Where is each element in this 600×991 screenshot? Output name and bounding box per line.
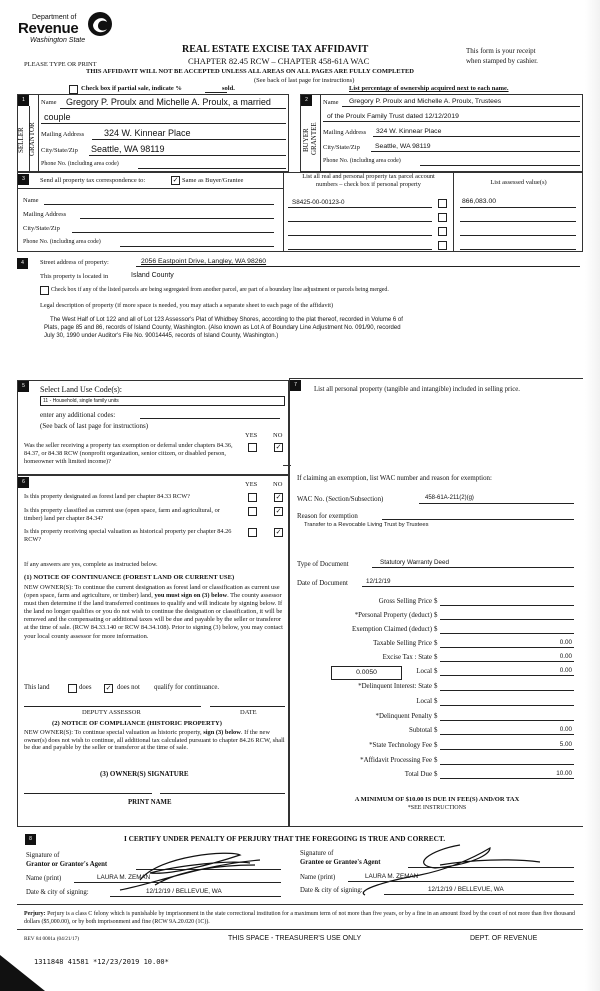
personal-property-checkbox[interactable] xyxy=(438,227,447,236)
exemption-yes-checkbox[interactable] xyxy=(248,443,257,452)
print-name-label: PRINT NAME xyxy=(128,799,172,806)
parcels-header: List all real and personal property tax parcel account numbers – check box if personal property xyxy=(302,173,435,188)
seller-mailing-field[interactable]: 324 W. Kinnear Place xyxy=(104,128,191,138)
land-use-label: Select Land Use Code(s): xyxy=(40,385,122,394)
logo-top-text: Department of xyxy=(32,14,77,21)
buyer-city-field[interactable]: Seattle, WA 98119 xyxy=(375,143,431,150)
notice-continuance-title: (1) NOTICE OF CONTINUANCE (FOREST LAND OR CURRENT USE) xyxy=(24,574,235,581)
corr-city-label: City/State/Zip xyxy=(23,225,60,232)
fee-field[interactable] xyxy=(440,661,574,662)
fee-value: 0.00 xyxy=(559,726,572,733)
notice-compliance-title: (2) NOTICE OF COMPLIANCE (HISTORIC PROPERTY) xyxy=(52,720,222,727)
deputy-date-field[interactable] xyxy=(210,706,285,707)
this-land-label: This land xyxy=(24,684,50,691)
question-yes-checkbox[interactable] xyxy=(248,507,257,516)
fee-label: Subtotal xyxy=(409,727,432,734)
does-label: does xyxy=(79,684,92,691)
seller-phone-field[interactable] xyxy=(138,168,286,169)
currency-symbol: $ xyxy=(434,698,438,705)
currency-symbol: $ xyxy=(434,713,438,720)
grantor-sig-label-2: Grantor or Grantor's Agent xyxy=(26,861,108,868)
does-not-checkbox[interactable]: ✓ xyxy=(105,684,112,692)
fee-label: Local xyxy=(416,698,432,705)
section-6-question: Is this property classified as current use (open space, farm and agricultural, or timber) land per chapter 84.34? xyxy=(24,507,220,522)
personal-property-checkbox[interactable] xyxy=(438,199,447,208)
fee-label: Total Due xyxy=(404,771,432,778)
fee-label: *Affidavit Processing Fee xyxy=(360,757,432,764)
reason-label: Reason for exemption xyxy=(297,513,358,520)
treasurer-stamp: 1311848 41581 *12/23/2019 10.00* xyxy=(34,958,169,966)
fee-label: *Personal Property (deduct) xyxy=(354,612,432,619)
ownership-note: List percentage of ownership acquired next to each name. xyxy=(349,85,509,92)
currency-symbol: $ xyxy=(434,727,438,734)
seller-city-field[interactable]: Seattle, WA 98119 xyxy=(91,144,165,154)
fee-field[interactable] xyxy=(440,619,574,620)
question-no-checkbox[interactable]: ✓ xyxy=(275,507,282,515)
partial-sale-checkbox[interactable] xyxy=(69,85,78,94)
corr-city-field[interactable] xyxy=(72,232,274,233)
same-as-buyer-checkbox[interactable]: ✓ xyxy=(172,176,179,184)
question-yes-checkbox[interactable] xyxy=(248,493,257,502)
logo-main-text: Revenue xyxy=(18,20,79,37)
corr-mailing-field[interactable] xyxy=(80,218,274,219)
segregated-label: Check box if any of the listed parcels are being segregated from another parcel, are part of a boundary line adjustment or parcels being merged. xyxy=(51,287,389,293)
grantee-name-field[interactable]: LAURA M. ZEMAN xyxy=(365,873,419,880)
doc-date-field[interactable]: 12/12/19 xyxy=(366,578,391,585)
qualify-label: qualify for continuance. xyxy=(154,684,220,691)
assessed-value-field[interactable] xyxy=(460,207,576,208)
fee-field[interactable] xyxy=(440,647,574,648)
form-title: REAL ESTATE EXCISE TAX AFFIDAVIT xyxy=(182,44,369,55)
section-6-badge: 6 xyxy=(18,477,29,488)
segregated-checkbox[interactable] xyxy=(40,286,49,295)
legal-description[interactable]: The West Half of Lot 122 and all of Lot 123 Assessor's Plat of Whidbey Shores, according to the plat thereof, recorded in Volume 6 of Plats, page 85 and 86, records of Island County, Washington. (Also known as Lot A of Boundary Line Adjustment No. 091/90, recorded July 30, 1990 under Auditor's File No. 90014445, records of Island County, Washington.) xyxy=(44,317,403,339)
buyer-city-label: City/State/Zip xyxy=(323,144,360,151)
section-8-badge: 8 xyxy=(25,834,36,845)
grantee-side-label: GRANTEE xyxy=(310,122,318,156)
buyer-mailing-label: Mailing Address xyxy=(323,129,367,136)
additional-codes-field[interactable] xyxy=(140,418,280,419)
fee-label: Excise Tax : State xyxy=(382,654,432,661)
buyer-name-field[interactable]: Gregory P. Proulx and Michelle A. Proulx, Trustees xyxy=(349,98,502,105)
seller-city-label: City/State/Zip xyxy=(41,147,78,154)
form-chapter: CHAPTER 82.45 RCW – CHAPTER 458-61A WAC xyxy=(188,56,370,66)
fee-value: 0.00 xyxy=(559,639,572,646)
seller-phone-label: Phone No. (including area code) xyxy=(41,161,119,167)
land-use-select[interactable]: 11 - Household, single family units xyxy=(40,396,285,406)
buyer-mailing-field[interactable]: 324 W. Kinnear Place xyxy=(376,128,442,135)
reason-field[interactable]: Transfer to a Revocable Living Trust by Trustees xyxy=(304,522,429,528)
assessed-value: 866,083.00 xyxy=(462,198,497,205)
fee-value: 0.00 xyxy=(559,667,572,674)
parcel-number: S8425-00-00123-0 xyxy=(292,199,345,206)
assessed-value-field[interactable] xyxy=(460,221,576,222)
parcel-number-field[interactable] xyxy=(288,207,432,208)
grantor-sig-label-1: Signature of xyxy=(26,852,60,859)
exemption-no-checkbox[interactable]: ✓ xyxy=(275,443,282,451)
corr-phone-label: Phone No. (including area code) xyxy=(23,239,101,245)
additional-codes-label: enter any additional codes: xyxy=(40,411,116,419)
wac-field[interactable]: 458-61A-211(2)(g) xyxy=(425,495,474,501)
personal-property-label: List all personal property (tangible and intangible) included in selling price. xyxy=(314,386,520,393)
grantor-name-field[interactable]: LAURA M. ZEMAN xyxy=(97,874,151,881)
notice-continuance-body: NEW OWNER(S): To continue the current designation as forest land or classification as current use (open space, farm and agriculture, or timber) land, you must sign on (3) below. The county assessor must then determine if the land transferred continues to qualify and will indicate by signing below. If the land no longer qualifies or you do not wish to continue the designation or classification, it will be removed and the compensating or additional taxes will be due and payable by the seller or transferor at the time of sale. (RCW 84.33.140 or RCW 84.34.108). Prior to signing (3) below, you may contact your local county assessor for more information. xyxy=(24,584,283,640)
dor-logo xyxy=(18,10,118,50)
corr-mailing-label: Mailing Address xyxy=(23,211,67,218)
logo-sub-text: Washington State xyxy=(30,37,86,44)
fee-field[interactable] xyxy=(440,690,574,691)
corr-name-field[interactable] xyxy=(44,204,274,205)
fee-label: *State Technology Fee xyxy=(369,742,432,749)
rev-number: REV 84 0001a (04/21/17) xyxy=(24,936,80,942)
deputy-assessor-label: DEPUTY ASSESSOR xyxy=(82,709,141,716)
scan-shadow xyxy=(0,955,45,991)
buyer-phone-field[interactable] xyxy=(420,165,580,166)
corr-phone-field[interactable] xyxy=(120,246,274,247)
fee-field[interactable] xyxy=(440,778,574,779)
yes-header-6: YES xyxy=(245,481,258,488)
no-header-6: NO xyxy=(273,481,283,488)
grantor-date-field[interactable]: 12/12/19 / BELLEVUE, WA xyxy=(146,888,222,895)
treasurer-note: THIS SPACE - TREASURER'S USE ONLY xyxy=(228,935,362,942)
parcel-number-field[interactable] xyxy=(288,221,432,222)
grantor-date-label: Date & city of signing: xyxy=(26,889,89,896)
receipt-line2: when stamped by cashier. xyxy=(466,57,538,65)
dept-revenue-footer: DEPT. OF REVENUE xyxy=(470,935,538,942)
fee-label: *Delinquent Penalty xyxy=(375,713,432,720)
yes-header-5: YES xyxy=(245,432,258,439)
fee-value: 5.00 xyxy=(559,741,572,748)
see-instructions-note: *SEE INSTRUCTIONS xyxy=(407,805,467,811)
deputy-date-label: DATE xyxy=(240,709,257,716)
assessed-value-field[interactable] xyxy=(460,249,576,250)
fee-field[interactable] xyxy=(440,675,574,676)
see-back-text: (See back of last page for instructions) xyxy=(254,77,355,84)
currency-symbol: $ xyxy=(434,757,438,764)
correspondence-label: Send all property tax correspondence to: xyxy=(40,177,146,184)
currency-symbol: $ xyxy=(434,612,438,619)
fee-field[interactable] xyxy=(440,764,574,765)
parcel-number-field[interactable] xyxy=(288,249,432,250)
county-field[interactable]: Island County xyxy=(131,272,174,279)
seller-mailing-label: Mailing Address xyxy=(41,131,85,138)
currency-symbol: $ xyxy=(434,640,438,647)
personal-property-field[interactable] xyxy=(300,412,570,462)
seller-side-label: SELLER xyxy=(17,127,25,153)
currency-symbol: $ xyxy=(434,771,438,778)
perjury-notice: Perjury: Perjury is a class C felony which is punishable by imprisonment in the state correctional institution for a maximum term of not more than five years, or by a fine in an amount fixed by the court of not more than five thousand dollars ($5,000.00), or by both imprisonment and fine (RCW 9A.20.020 (1C)). xyxy=(24,911,575,925)
doc-type-label: Type of Document xyxy=(297,561,349,568)
doc-date-label: Date of Document xyxy=(297,580,348,587)
buyer-phone-label: Phone No. (including area code) xyxy=(323,158,401,164)
local-rate-box[interactable]: 0.0050 xyxy=(331,666,402,680)
currency-symbol: $ xyxy=(434,668,438,675)
fee-field[interactable] xyxy=(440,749,574,750)
same-as-buyer-label: Same as Buyer/Grantee xyxy=(182,177,244,184)
owner-signature-label: (3) OWNER(S) SIGNATURE xyxy=(100,770,189,778)
owner-print-name-field[interactable] xyxy=(160,793,285,794)
fee-value: 0.00 xyxy=(559,653,572,660)
land-use-see-back: (See back of last page for instructions) xyxy=(40,422,149,430)
section-6-question: Is this property receiving special valuation as historical property per chapter 84.26 RCW? xyxy=(24,528,232,543)
currency-symbol: $ xyxy=(434,654,438,661)
section-4-badge: 4 xyxy=(17,258,28,269)
currency-symbol: $ xyxy=(434,598,438,605)
seller-name-label: Name xyxy=(41,99,57,106)
grantee-sig-label-1: Signature of xyxy=(300,850,334,857)
personal-property-checkbox[interactable] xyxy=(438,241,447,250)
warning-text: THIS AFFIDAVIT WILL NOT BE ACCEPTED UNLESS ALL AREAS ON ALL PAGES ARE FULLY COMPLETED xyxy=(86,68,414,75)
section-3-badge: 3 xyxy=(18,174,29,185)
question-no-checkbox[interactable]: ✓ xyxy=(275,493,282,501)
fee-field[interactable] xyxy=(440,705,574,706)
seller-name-field[interactable]: Gregory P. Proulx and Michelle A. Proulx, a married xyxy=(66,97,271,107)
buyer-side-label: BUYER xyxy=(302,128,310,152)
owner-signature-field[interactable] xyxy=(24,793,152,794)
if-yes-note: If any answers are yes, complete as instructed below. xyxy=(24,561,158,568)
seller-name-field-2[interactable]: couple xyxy=(44,112,71,122)
section-6-question: Is this property designated as forest land per chapter 84.33 RCW? xyxy=(24,493,190,500)
section-2-badge: 2 xyxy=(301,95,312,106)
fee-label: Local xyxy=(416,668,432,675)
notice-compliance-body: NEW OWNER(S): To continue special valuation as historic property, sign (3) below. If the new owner(s) does not wish to continue, all additional tax calculated pursuant to chapter 84.26 RCW, shall be due and payable by the seller or transferor at the time of sale. xyxy=(24,729,285,752)
legal-label: Legal description of property (if more space is needed, you may attach a separate sheet to each page of the affidavit) xyxy=(40,302,334,309)
street-field[interactable]: 2056 Eastpoint Drive, Langley, WA 98260 xyxy=(141,258,267,265)
exemption-label: If claiming an exemption, list WAC number and reason for exemption: xyxy=(297,475,492,482)
section-1-badge: 1 xyxy=(18,95,29,106)
fee-value: 10.00 xyxy=(556,770,572,777)
no-header-5: NO xyxy=(273,432,283,439)
grantee-name-label: Name (print) xyxy=(300,874,336,881)
section-7-badge: 7 xyxy=(290,380,301,391)
currency-symbol: $ xyxy=(434,683,438,690)
certify-statement: I CERTIFY UNDER PENALTY OF PERJURY THAT THE FOREGOING IS TRUE AND CORRECT. xyxy=(124,834,446,843)
minimum-note: A MINIMUM OF $10.00 IS DUE IN FEE(S) AND/OR TAX xyxy=(354,796,520,803)
partial-sale-label: Check box if partial sale, indicate % xyxy=(81,85,182,92)
fee-label: Exemption Claimed (deduct) xyxy=(352,626,432,633)
question-yes-checkbox[interactable] xyxy=(248,528,257,537)
section-5-badge: 5 xyxy=(18,381,29,392)
please-type: PLEASE TYPE OR PRINT xyxy=(24,61,97,68)
does-checkbox[interactable] xyxy=(68,684,77,693)
fee-field[interactable] xyxy=(440,633,574,634)
currency-symbol: $ xyxy=(434,742,438,749)
buyer-name-field-2[interactable]: of the Proulx Family Trust dated 12/12/2019 xyxy=(327,113,459,120)
fee-label: Taxable Selling Price xyxy=(373,640,432,647)
grantor-side-label: GRANTOR xyxy=(28,122,36,156)
assessed-value-field[interactable] xyxy=(460,235,576,236)
question-no-checkbox[interactable]: ✓ xyxy=(275,528,282,536)
street-label: Street address of property: xyxy=(40,259,109,266)
fee-field[interactable] xyxy=(440,734,574,735)
fee-field[interactable] xyxy=(440,720,574,721)
fee-field[interactable] xyxy=(440,605,574,606)
fee-label: *Delinquent Interest: State xyxy=(358,683,432,690)
partial-sale-percent-field[interactable] xyxy=(205,92,227,93)
grantee-date-label: Date & city of signing: xyxy=(300,887,363,894)
doc-type-field[interactable]: Statutory Warranty Deed xyxy=(380,559,450,566)
wave-logo-icon xyxy=(86,10,114,38)
grantee-date-field[interactable]: 12/12/19 / BELLEVUE, WA xyxy=(428,886,504,893)
does-not-label: does not xyxy=(117,684,140,691)
buyer-name-label: Name xyxy=(323,99,339,106)
grantee-sig-label-2: Grantee or Grantee's Agent xyxy=(300,859,381,866)
located-label: This property is located in xyxy=(40,273,109,280)
assessed-header: List assessed value(s) xyxy=(490,179,547,186)
personal-property-checkbox[interactable] xyxy=(438,213,447,222)
currency-symbol: $ xyxy=(434,626,438,633)
exemption-question: Was the seller receiving a property tax exemption or deferral under chapters 84.36, 84.37, or 84.38 RCW (nonprofit organization, senior citizen, or disabled person, homeowner with limited income)? xyxy=(24,442,233,465)
receipt-line1: This form is your receipt xyxy=(466,47,536,55)
fee-label: Gross Selling Price xyxy=(378,598,432,605)
corr-name-label: Name xyxy=(23,197,39,204)
parcel-number-field[interactable] xyxy=(288,235,432,236)
grantor-name-label: Name (print) xyxy=(26,875,62,882)
deputy-assessor-signature[interactable] xyxy=(24,706,201,707)
wac-label: WAC No. (Section/Subsection) xyxy=(297,496,384,503)
sold-label: sold. xyxy=(222,85,235,92)
